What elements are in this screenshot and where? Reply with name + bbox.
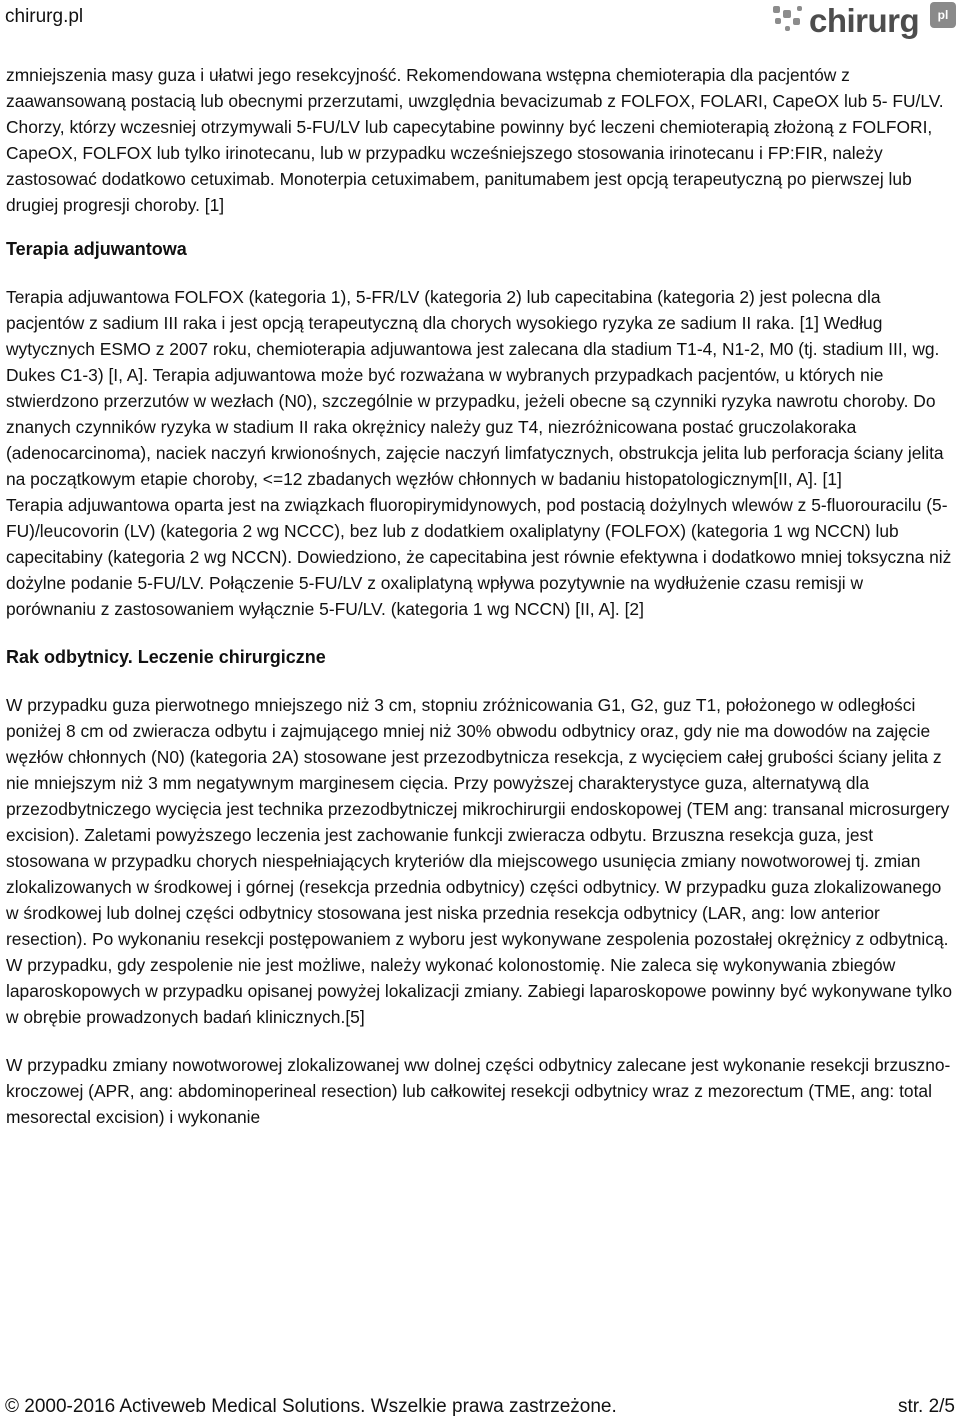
chirurg-logo [771,0,956,42]
paragraph: Terapia adjuwantowa FOLFOX (kategoria 1), 5-FR/LV (kategoria 2) lub capecitabina (kategoria 2) jest polecna dla pacjentów z sadium III raka i jest opcją terapeutyczną dla chorych wysokiego ryzyka ze sadium II raka. [1] Według wytycznych ESMO z 2007 roku, chemioterapia adjuwantowa jest zalecana dla stadium T1-4, N1-2, M0 (tj. stadium III, wg. Dukes C1-3) [I, A]. Terapia adjuwantowa może być rozważana w wybranych przypadkach pacjentów, u których nie stwierdzono przerzutów w wezłach (N0), szczególnie w przypadku, jeżeli obecne są czynniki ryzyka nawrotu choroby. Do znanych czynników ryzyka w stadium II raka okrężnicy należy guz T4, niezróżnicowana postać gruczolakoraka (adenocarcinoma), naciek naczyń krwionośnych, zajęcie naczyń limfatycznych, obstrukcja jelita lub perforacja ściany jelita na początkowym etapie choroby, <=12 zbadanych węzłów chłonnych w badaniu histopatologicznym[II, A]. [1] [6,287,944,489]
logo-dot [793,18,800,25]
logo-dot [775,18,781,24]
section-heading: Rak odbytnicy. Leczenie chirurgiczne [6,647,326,667]
paragraph: W przypadku zmiany nowotworowej zlokalizowanej ww dolnej części odbytnicy zalecane jest wykonanie resekcji brzuszno-kroczowej (APR, ang: abdominoperineal resection) lub całkowitej resekcji odbytnicy wraz z mezorectum (TME, ang: total mesorectal excision) i wykonanie [6,1055,951,1127]
article-content [6,62,952,1130]
logo-dot [773,6,780,13]
logo-dot [785,26,790,31]
page-footer [5,1394,955,1420]
copyright-text: © 2000-2016 Activeweb Medical Solutions. Wszelkie prawa zastrzeżone. [5,1396,617,1417]
paragraph: Terapia adjuwantowa oparta jest na związkach fluoropirymidynowych, pod postacią dożylnych wlewów z 5-fluorouracilu (5-FU)/leucovorin (LV) (kategoria 2 wg NCCC), bez lub z dodatkiem oxaliplatyny (FOLFOX) (kategoria 1 wg NCCN) lub capecitabiny (kategoria 2 wg NCCN). Dowiedziono, że capecitabina jest równie efektywna i dodatkowo mniej toksyczna niż dożylne podanie 5-FU/LV. Połączenie 5-FU/LV z oxaliplatyną wpływa pozytywnie na wydłużenie czasu remisji w porównaniu z zastosowaniem wyłącznie 5-FU/LV. (kategoria 1 wg NCCN) [II, A]. [2] [6,495,952,619]
logo-badge: pl [930,2,956,28]
paragraph: W przypadku guza pierwotnego mniejszego niż 3 cm, stopniu zróżnicowania G1, G2, guz T1, położonego w odległości poniżej 8 cm od zwieracza odbytu i zajmującego mniej niż 30% obwodu odbytnicy oraz, gdy nie ma dowodów na zajęcie węzłów chłonnych (N0) (kategoria 2A) stosowane jest przezodbytnicza resekcja, z wycięciem całej grubości ściany jelita z nie mniejszym niż 3 mm negatywnym marginesem cięcia. Przy powyższej charakterystyce guza, alternatywą dla przezodbytniczego wycięcia jest technika przezodbytniczej mikrochirurgii endoskopowej (TEM ang: transanal microsurgery excision). Zaletami powyższego leczenia jest zachowanie funkcji zwieracza odbytu. Brzuszna resekcja guza, jest stosowana w przypadku chorych niespełniających kryteriów dla miejscowego usunięcia zmiany nowotworowej tj. zmian zlokalizowanych w środkowej i górnej (resekcja przednia odbytnicy) części odbytnicy. W przypadku guza zlokalizowanego w środkowej lub dolnej części odbytnicy stosowana jest niska przednia resekcja odbytnicy (LAR, ang: low anterior resection). Po wykonaniu resekcji postępowaniem z wyboru jest wykonywane zespolenia pozostałej okrężnicy z odbytnicą. W przypadku, gdy zespolenie nie jest możliwe, należy wykonać kolonostomię. Nie zaleca się wykonywania zbiegów laparoskopowych w przypadku opisanej powyżej lokalizacji zmiany. Zabiegi laparoskopowe powinny być wykonywane tylko w obrębie prowadzonych badań klinicznych.[5] [6,695,953,1027]
logo-dot [783,10,791,18]
section-heading: Terapia adjuwantowa [6,239,187,259]
page-header [0,0,960,50]
page-number: str. 2/5 [897,1396,955,1417]
logo-dot [797,6,802,11]
paragraph: zmniejszenia masy guza i ułatwi jego resekcyjność. Rekomendowana wstępna chemioterapia dla pacjentów z zaawansowaną postacią lub obecnymi przerzutami, uwzględnia bevacizumab z FOLFOX, FOLARI, CapeOX lub 5- FU/LV. Chorzy, którzy wczesniej otrzymywali 5-FU/LV lub capecytabine powinny być leczeni chemioterapią złożoną z FOLFORI, CapeOX, FOLFOX lub tylko irinotecanu, lub w przypadku wcześniejszego stosowania irinotecanu i FP:FIR, należy zastosować dodatkowo cetuximab. Monoterpia cetuximabem, panitumabem jest opcją terapeutyczną po pierwszej lub drugiej progresji choroby. [1] [6,65,944,215]
site-name: chirurg.pl [5,6,84,27]
logo-text: chirurg [809,2,920,39]
